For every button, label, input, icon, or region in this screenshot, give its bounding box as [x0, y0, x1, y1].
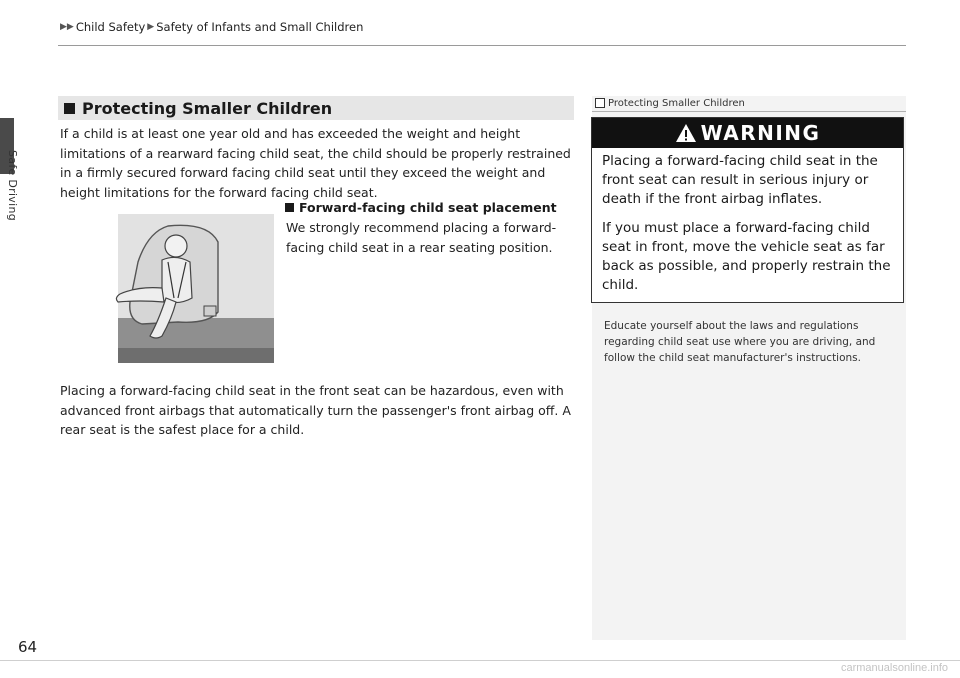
note-heading: [592, 96, 906, 110]
note-paragraph: Educate yourself about the laws and regulations regarding child seat use where you are driving, and follow the child seat manufacturer's instructions.: [604, 320, 876, 364]
child-seat-illustration: [58, 202, 274, 363]
warning-triangle-icon: [675, 123, 697, 143]
subheading: [285, 200, 557, 215]
hazard-paragraph: Placing a forward-facing child seat in the front seat can be hazardous, even with advanced front airbags that automatically turn the passenger's front airbag off. A rear seat is the safest place for a child.: [60, 383, 571, 437]
warning-bar: [592, 118, 903, 148]
subheading-text: Forward-facing child seat placement: [299, 200, 557, 215]
intro-paragraph: If a child is at least one year old and has exceeded the weight and height limitations of a rearward facing child seat, the child should be properly restrained in a firmly secured forward facing child seat until they exceed the weight and height limitations for the forward facing child seat.: [60, 126, 571, 200]
warning-body: [592, 148, 903, 295]
note-title: Protecting Smaller Children: [608, 97, 745, 109]
warning-box: [591, 117, 904, 303]
footer-divider: [0, 660, 960, 661]
warning-paragraph-2: If you must place a forward-facing child seat in front, move the vehicle seat as far back as possible, and properly restrain the child.: [602, 220, 891, 293]
breadcrumb-item-child-safety[interactable]: Child Safety: [75, 20, 146, 34]
section-header: [58, 96, 574, 120]
page-number: 64: [18, 638, 38, 656]
top-divider: [58, 45, 906, 46]
subheading-bullet-icon: [285, 203, 294, 212]
note-reference-icon: [595, 98, 605, 108]
breadcrumb: [58, 20, 363, 34]
breadcrumb-arrow-icon: ▶▶: [60, 22, 74, 32]
section-bullet-icon: [64, 103, 75, 114]
placement-paragraph: We strongly recommend placing a forward-facing child seat in a rear seating position.: [286, 220, 557, 255]
chapter-label: Safe Driving: [6, 150, 19, 222]
warning-label: WARNING: [700, 121, 821, 145]
watermark: carmanualsonline.info: [840, 662, 948, 674]
breadcrumb-arrow-icon: ▶: [147, 22, 155, 32]
section-title: Protecting Smaller Children: [82, 98, 333, 118]
warning-paragraph-1: Placing a forward-facing child seat in the front seat can result in serious injury or death if the front airbag inflates.: [602, 153, 878, 207]
breadcrumb-item-infants[interactable]: Safety of Infants and Small Children: [156, 20, 364, 34]
note-divider: [592, 111, 906, 112]
